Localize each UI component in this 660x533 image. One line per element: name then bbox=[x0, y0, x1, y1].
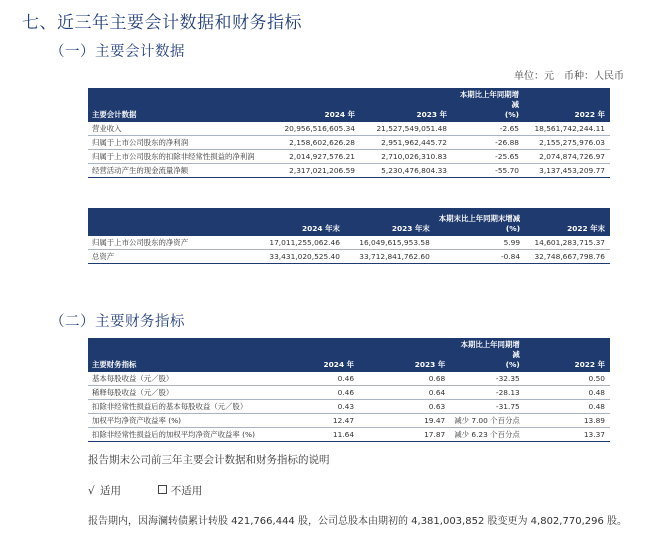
header-cell: 2022 年末 bbox=[525, 208, 610, 236]
row-label: 归属于上市公司股东的扣除非经常性损益的净利润 bbox=[88, 150, 274, 164]
table-row bbox=[88, 136, 610, 150]
cell: -28.13 bbox=[450, 386, 525, 400]
empty-checkbox-icon bbox=[158, 485, 167, 494]
cell: 3,137,453,209.77 bbox=[524, 164, 610, 178]
header-unit: (%) bbox=[505, 360, 520, 369]
header-cell: 2024 年 bbox=[274, 88, 360, 122]
row-label: 加权平均净资产收益率 (%) bbox=[88, 414, 274, 428]
cell: 13.89 bbox=[525, 414, 610, 428]
cell: 5.99 bbox=[435, 236, 525, 250]
cell: 0.48 bbox=[525, 400, 610, 414]
header-cell bbox=[88, 208, 260, 236]
cell: 0.50 bbox=[525, 372, 610, 386]
cell: 0.46 bbox=[274, 386, 359, 400]
cell: 0.64 bbox=[359, 386, 450, 400]
cell: 0.68 bbox=[359, 372, 450, 386]
header-cell: 主要会计数据 bbox=[88, 88, 274, 122]
cell: -32.35 bbox=[450, 372, 525, 386]
net-assets-table bbox=[88, 208, 610, 264]
cell: 2,074,874,726.97 bbox=[524, 150, 610, 164]
cell: 2,951,962,445.72 bbox=[360, 136, 452, 150]
option-not-applicable-label: 不适用 bbox=[170, 485, 203, 497]
row-label: 归属于上市公司股东的净利润 bbox=[88, 136, 274, 150]
cell: -55.70 bbox=[452, 164, 524, 178]
header-cell-change bbox=[450, 338, 525, 372]
cell: 减少 7.00 个百分点 bbox=[450, 414, 525, 428]
table-row bbox=[88, 122, 610, 136]
cell: 12.47 bbox=[274, 414, 359, 428]
cell: -0.84 bbox=[435, 250, 525, 264]
cell: 17,011,255,062.46 bbox=[260, 236, 345, 250]
accounting-data-table bbox=[88, 88, 610, 178]
cell: 14,601,283,715.37 bbox=[525, 236, 610, 250]
header-unit: (%) bbox=[505, 224, 521, 233]
cell: 13.37 bbox=[525, 428, 610, 442]
cell: 32,748,667,798.76 bbox=[525, 250, 610, 264]
header-change-label: 本期比上年同期增减 bbox=[460, 340, 520, 359]
section-title: 七、近三年主要会计数据和财务指标 bbox=[22, 13, 302, 33]
header-cell: 2024 年末 bbox=[260, 208, 345, 236]
header-cell: 2024 年 bbox=[274, 338, 359, 372]
cell: 33,712,841,762.60 bbox=[345, 250, 435, 264]
cell: -31.75 bbox=[450, 400, 525, 414]
cell: 0.43 bbox=[274, 400, 359, 414]
header-cell: 2023 年末 bbox=[345, 208, 435, 236]
subsection-title-accounting: （一）主要会计数据 bbox=[50, 44, 185, 60]
unit-currency-label: 单位：元 币种：人民币 bbox=[514, 71, 624, 82]
table-row bbox=[88, 428, 610, 442]
header-change-label: 本期末比上年同期末增减 bbox=[438, 214, 521, 223]
cell: 5,230,476,804.33 bbox=[360, 164, 452, 178]
cell: 2,158,602,626.28 bbox=[274, 136, 360, 150]
header-cell: 2022 年 bbox=[524, 88, 610, 122]
cell: 2,155,275,976.03 bbox=[524, 136, 610, 150]
share-conversion-note: 报告期内，因海澜转债累计转股 421,766,444 股，公司总股本由期初的 4,381,003,852 股变更为 4,802,770,296 股。 bbox=[88, 516, 628, 527]
table-row bbox=[88, 400, 610, 414]
table-row bbox=[88, 386, 610, 400]
cell: 2,710,026,310.83 bbox=[360, 150, 452, 164]
cell: 21,527,549,051.48 bbox=[360, 122, 452, 136]
row-label: 营业收入 bbox=[88, 122, 274, 136]
header-cell: 2023 年 bbox=[360, 88, 452, 122]
row-label: 归属于上市公司股东的净资产 bbox=[88, 236, 260, 250]
header-change-label: 本期比上年同期增减 bbox=[459, 90, 519, 109]
applicability-options bbox=[88, 483, 202, 498]
header-cell: 2023 年 bbox=[359, 338, 450, 372]
subsection-title-financial: （二）主要财务指标 bbox=[50, 314, 185, 330]
cell: 20,956,516,605.34 bbox=[274, 122, 360, 136]
cell: 17.87 bbox=[359, 428, 450, 442]
table-row bbox=[88, 414, 610, 428]
cell: 2,014,927,576.21 bbox=[274, 150, 360, 164]
row-label: 经营活动产生的现金流量净额 bbox=[88, 164, 274, 178]
table-row bbox=[88, 150, 610, 164]
header-cell: 2022 年 bbox=[525, 338, 610, 372]
header-cell-change bbox=[452, 88, 524, 122]
row-label: 扣除非经常性损益后的加权平均净资产收益率 (%) bbox=[88, 428, 274, 442]
cell: 减少 6.23 个百分点 bbox=[450, 428, 525, 442]
cell: 16,049,615,953.58 bbox=[345, 236, 435, 250]
cell: -26.88 bbox=[452, 136, 524, 150]
table-row bbox=[88, 236, 610, 250]
cell: -25.65 bbox=[452, 150, 524, 164]
header-unit: (%) bbox=[504, 110, 519, 119]
cell: 19.47 bbox=[359, 414, 450, 428]
cell: 11.64 bbox=[274, 428, 359, 442]
cell: 18,561,742,244.11 bbox=[524, 122, 610, 136]
table-row bbox=[88, 372, 610, 386]
header-cell-change bbox=[435, 208, 525, 236]
cell: 0.46 bbox=[274, 372, 359, 386]
row-label: 扣除非经常性损益后的基本每股收益（元／股） bbox=[88, 400, 274, 414]
cell: 0.48 bbox=[525, 386, 610, 400]
table-row bbox=[88, 250, 610, 264]
table-row bbox=[88, 164, 610, 178]
header-cell: 主要财务指标 bbox=[88, 338, 274, 372]
cell: 2,317,021,206.59 bbox=[274, 164, 360, 178]
row-label: 基本每股收益（元／股） bbox=[88, 372, 274, 386]
row-label: 稀释每股收益（元／股） bbox=[88, 386, 274, 400]
row-label: 总资产 bbox=[88, 250, 260, 264]
cell: 0.63 bbox=[359, 400, 450, 414]
cell: -2.65 bbox=[452, 122, 524, 136]
explanation-heading: 报告期末公司前三年主要会计数据和财务指标的说明 bbox=[88, 454, 330, 466]
checkmark-icon: √ bbox=[88, 485, 95, 497]
cell: 33,431,020,525.40 bbox=[260, 250, 345, 264]
financial-indicators-table bbox=[88, 338, 610, 442]
option-applicable-label: 适用 bbox=[100, 485, 122, 497]
